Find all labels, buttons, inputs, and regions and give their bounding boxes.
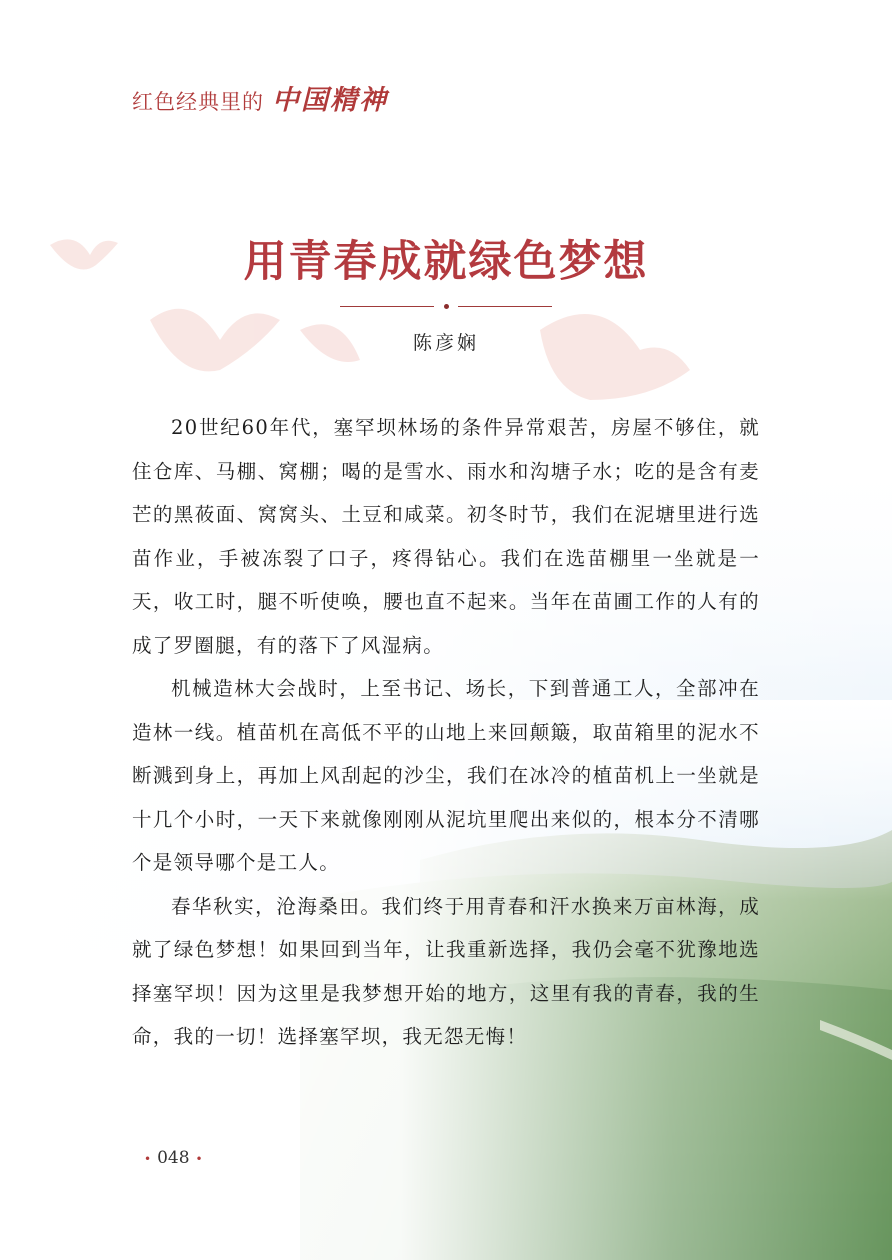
header-label: 红色经典里的 — [132, 90, 264, 114]
article-body — [132, 406, 760, 1059]
article-title: 用青春成就绿色梦想 — [243, 237, 649, 287]
page-number: • 048 • — [144, 1148, 203, 1168]
running-header — [132, 78, 388, 114]
divider-dot-icon — [444, 304, 449, 309]
paragraph-1: 20世纪60年代，塞罕坝林场的条件异常艰苦，房屋不够住，就住仓库、马棚、窝棚；喝的是雪水、雨水和沟塘子水；吃的是含有麦芒的黑莜面、窝窝头、土豆和咸菜。初冬时节，我们在泥塘里进行选苗作业，手被冻裂了口子，疼得钻心。我们在选苗棚里一坐就是一天，收工时，腿不听使唤，腰也直不起来。当年在苗圃工作的人有的成了罗圈腿，有的落下了风湿病。 — [132, 416, 760, 657]
title-divider — [340, 305, 552, 308]
author-name: 陈彦娴 — [412, 332, 479, 354]
page-number-value: 048 — [157, 1148, 190, 1168]
paragraph-2: 机械造林大会战时，上至书记、场长，下到普通工人，全部冲在造林一线。植苗机在高低不平的山地上来回颠簸，取苗箱里的泥水不断溅到身上，再加上风刮起的沙尘，我们在冰冷的植苗机上一坐就是十几个小时，一天下来就像刚刚从泥坑里爬出来似的，根本分不清哪个是领导哪个是工人。 — [132, 677, 760, 874]
header-emphasis: 中国精神 — [272, 85, 388, 116]
paragraph-3: 春华秋实，沧海桑田。我们终于用青春和汗水换来万亩林海，成就了绿色梦想！如果回到当年，让我重新选择，我仍会毫不犹豫地选择塞罕坝！因为这里是我梦想开始的地方，这里有我的青春，我的生命，我的一切！选择塞罕坝，我无怨无悔！ — [132, 894, 760, 1048]
